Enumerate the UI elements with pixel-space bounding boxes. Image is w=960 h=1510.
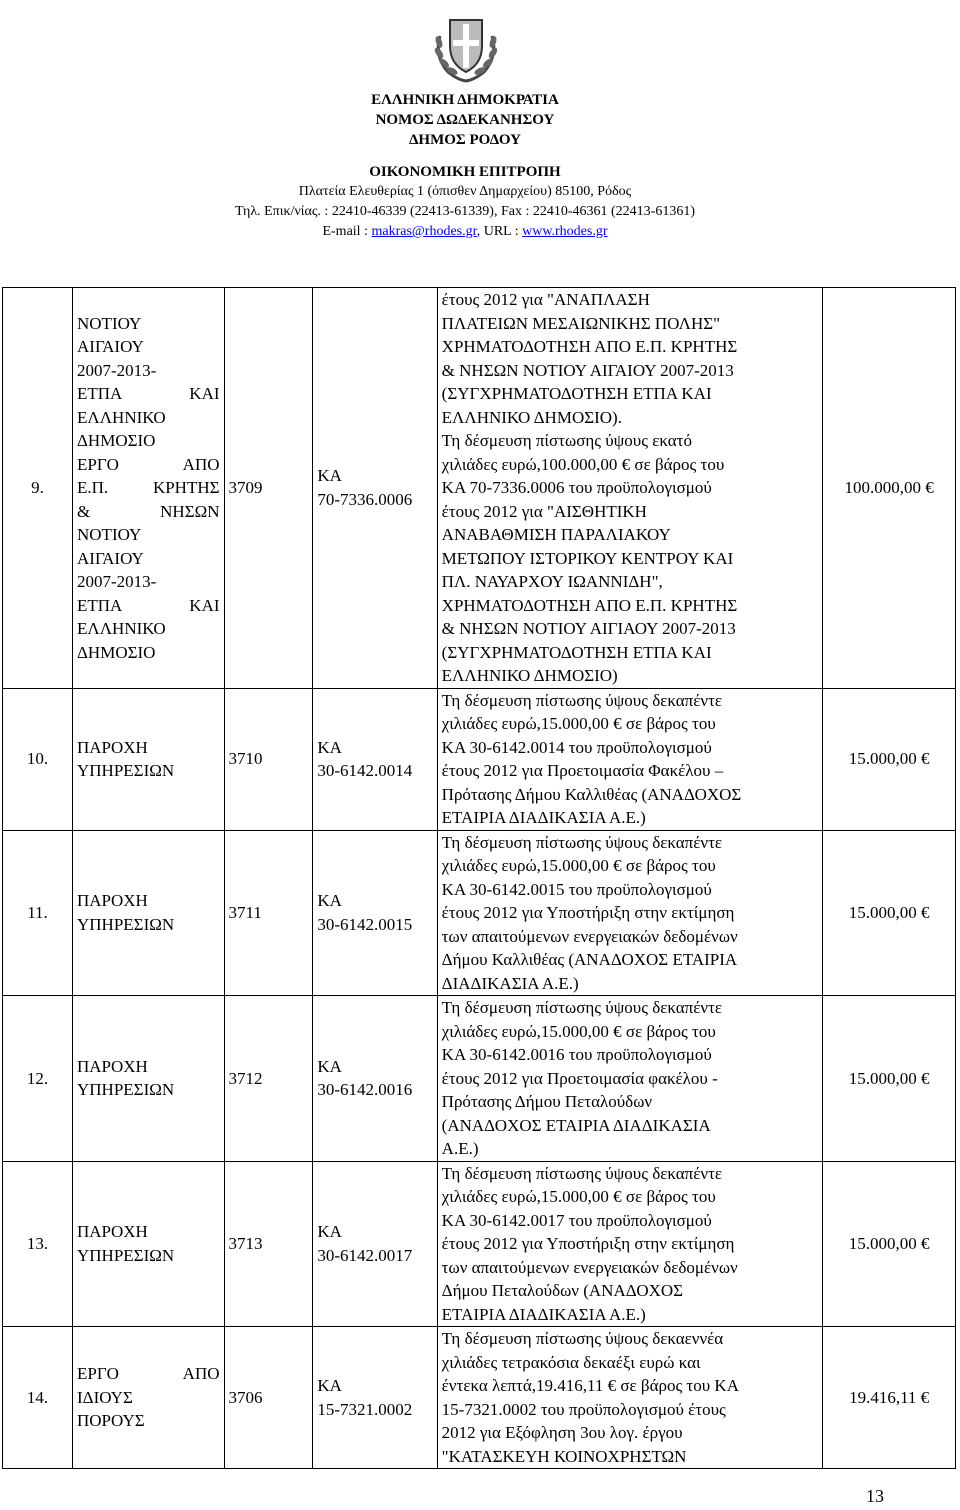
project-type-line: ΠΑΡΟΧΗ [77, 891, 148, 911]
amount-value: 100.000,00 € [844, 478, 934, 497]
description-line: ΚΑ 30-6142.0015 του προϋπολογισμού [441, 879, 712, 899]
budget-code: 15-7321.0002 [317, 1399, 413, 1419]
project-type-cell [73, 1327, 225, 1469]
description-line: (ΣΥΓΧΡΗΜΑΤΟΔΟΤΗΣΗ ΕΤΠΑ ΚΑΙ [441, 642, 712, 662]
table-row [3, 1161, 956, 1327]
description-line: ΚΑ 30-6142.0016 του προϋπολογισμού [441, 1045, 712, 1064]
budget-code-cell [313, 688, 437, 830]
row-number: 14. [26, 1387, 49, 1407]
header-phone: Τηλ. Επικ/νίας. : 22410-46339 (22413-61339), Fax : 22410-46361 (22413-61361) [234, 204, 696, 219]
budget-code-label: ΚΑ [317, 1376, 342, 1395]
commitment-code: 3706 [228, 1387, 263, 1407]
commitment-code-cell [224, 996, 313, 1162]
budget-code-label: ΚΑ [317, 1056, 342, 1076]
project-type-line: ΔΗΜΟΣΙΟ [77, 642, 156, 662]
project-type-line: ΕΡΓΟ ΑΠΟ [77, 454, 220, 474]
project-type-line: ΥΠΗΡΕΣΙΩΝ [77, 761, 175, 780]
budget-code: 30-6142.0017 [317, 1245, 413, 1265]
description-line: ΕΤΑΙΡΙΑ ΔΙΑΔΙΚΑΣΙΑ Α.Ε.) [441, 808, 646, 827]
commitment-code-cell [224, 1161, 313, 1327]
description-line: Δήμου Καλλιθέας (ΑΝΑΔΟΧΟΣ ΕΤΑΙΡΙΑ [441, 950, 738, 969]
page-number: 13 [866, 1486, 884, 1506]
description-cell [437, 1327, 823, 1469]
description-line: έτους 2012 για Υποστήριξη στην εκτίμηση [441, 903, 735, 922]
description-line: Α.Ε.) [441, 1139, 479, 1158]
project-type-line: ΥΠΗΡΕΣΙΩΝ [77, 1245, 175, 1265]
row-number: 13. [26, 1234, 49, 1253]
amount-cell [823, 1161, 956, 1327]
table-body [3, 288, 956, 1469]
row-number: 11. [27, 903, 48, 922]
project-type-line: ΠΑΡΟΧΗ [77, 1222, 148, 1242]
row-number: 9. [31, 478, 44, 497]
amount-value: 15.000,00 € [848, 1234, 930, 1253]
description-line: (ΣΥΓΧΡΗΜΑΤΟΔΟΤΗΣΗ ΕΤΠΑ ΚΑΙ [441, 384, 712, 403]
description-line: Τη δέσμευση πίστωσης ύψους δεκαεννέα [441, 1329, 724, 1348]
amount-cell [823, 830, 956, 996]
project-type-line: ΥΠΗΡΕΣΙΩΝ [77, 1080, 175, 1100]
description-line: χιλιάδες τετρακόσια δεκαέξι ευρώ και [441, 1352, 701, 1372]
project-type-cell [73, 688, 225, 830]
url-link[interactable]: www.rhodes.gr [522, 224, 608, 239]
budget-code: 70-7336.0006 [317, 489, 413, 509]
header-municipality: ΔΗΜΟΣ ΡΟΔΟΥ [409, 132, 521, 148]
amount-value: 15.000,00 € [848, 1068, 930, 1088]
header-address: Πλατεία Ελευθερίας 1 (όπισθεν Δημαρχείου) 85100, Ρόδος [298, 184, 632, 199]
description-cell [437, 830, 823, 996]
description-cell [437, 688, 823, 830]
description-line: έτους 2012 για Υποστήριξη στην εκτίμηση [441, 1234, 735, 1253]
project-type-line: ΠΑΡΟΧΗ [77, 1056, 148, 1076]
project-type-line: ΕΛΛΗΝΙΚΟ [77, 619, 166, 638]
project-type-line: ΙΔΙΟΥΣ [77, 1387, 133, 1407]
row-number-cell [3, 288, 73, 689]
description-line: ΕΛΛΗΝΙΚΟ ΔΗΜΟΣΙΟ) [441, 666, 618, 685]
description-line: ΚΑ 30-6142.0014 του προϋπολογισμού [441, 737, 712, 757]
header-contact [0, 222, 930, 242]
row-number-cell [3, 1327, 73, 1469]
amount-cell [823, 288, 956, 689]
description-line: ΔΙΑΔΙΚΑΣΙΑ Α.Ε.) [441, 973, 579, 993]
description-line: 2012 για Εξόφληση 3ου λογ. έργου [441, 1423, 683, 1442]
description-line: χιλιάδες ευρώ,15.000,00 € σε βάρος του [441, 1021, 716, 1041]
description-line: χιλιάδες ευρώ,15.000,00 € σε βάρος του [441, 1187, 716, 1206]
commitment-code: 3713 [228, 1234, 263, 1253]
header-prefecture: ΝΟΜΟΣ ΔΩΔΕΚΑΝΗΣΟΥ [375, 112, 555, 128]
description-line: των απαιτούμενων ενεργειακών δεδομένων [441, 926, 738, 946]
description-line: & ΝΗΣΩΝ ΝΟΤΙΟΥ ΑΙΓΑΙΟΥ 2007-2013 [441, 360, 734, 380]
commitment-code: 3712 [228, 1068, 263, 1088]
budget-code-cell [313, 1161, 437, 1327]
description-line: (ΑΝΑΔΟΧΟΣ ΕΤΑΙΡΙΑ ΔΙΑΔΙΚΑΣΙΑ [441, 1115, 711, 1135]
project-type-line: ΕΤΠΑ ΚΑΙ [77, 595, 220, 615]
description-line: ΚΑ 30-6142.0017 του προϋπολογισμού [441, 1210, 712, 1230]
url-label: , URL : [476, 224, 523, 239]
budget-code: 30-6142.0016 [317, 1080, 413, 1100]
budget-code-cell [313, 830, 437, 996]
description-cell [437, 996, 823, 1162]
coat-of-arms-emblem [426, 6, 506, 86]
amount-cell [823, 688, 956, 830]
commitment-code-cell [224, 288, 313, 689]
row-number-cell [3, 1161, 73, 1327]
row-number-cell [3, 830, 73, 996]
amount-cell [823, 1327, 956, 1469]
description-line: Τη δέσμευση πίστωσης ύψους δεκαπέντε [441, 1163, 723, 1183]
project-type-line: ΝΟΤΙΟΥ [77, 525, 142, 544]
table-row [3, 688, 956, 830]
description-line: ΠΛ. ΝΑΥΑΡΧΟΥ ΙΩΑΝΝΙΔΗ", [441, 572, 663, 591]
commitment-code: 3709 [228, 478, 263, 497]
commitment-code: 3711 [228, 903, 262, 922]
description-line: έτους 2012 για "ΑΙΣΘΗΤΙΚΗ [441, 501, 647, 521]
header-country: ΕΛΛΗΝΙΚΗ ΔΗΜΟΚΡΑΤΙΑ [371, 92, 559, 108]
budget-code-label: ΚΑ [317, 737, 342, 757]
project-type-cell [73, 1161, 225, 1327]
project-type-line: ΕΤΠΑ ΚΑΙ [77, 384, 220, 403]
project-type-line: ΕΡΓΟ ΑΠΟ [77, 1364, 220, 1384]
amount-value: 15.000,00 € [848, 903, 930, 922]
budget-code-label: ΚΑ [317, 1222, 342, 1242]
project-type-line: ΥΠΗΡΕΣΙΩΝ [77, 914, 175, 934]
project-type-line: ΑΙΓΑΙΟΥ [77, 548, 144, 568]
row-number: 10. [26, 749, 49, 769]
description-line: & ΝΗΣΩΝ ΝΟΤΙΟΥ ΑΙΓΙΑΟΥ 2007-2013 [441, 619, 736, 638]
description-line: ΕΤΑΙΡΙΑ ΔΙΑΔΙΚΑΣΙΑ Α.Ε.) [441, 1304, 646, 1324]
description-cell [437, 288, 823, 689]
description-line: χιλιάδες ευρώ,15.000,00 € σε βάρος του [441, 856, 716, 875]
description-line: ΧΡΗΜΑΤΟΔΟΤΗΣΗ ΑΠΟ Ε.Π. ΚΡΗΤΗΣ [441, 337, 738, 356]
description-line: Τη δέσμευση πίστωσης ύψους δεκαπέντε [441, 998, 723, 1017]
project-type-line: 2007-2013- [77, 360, 157, 380]
row-number: 12. [26, 1068, 49, 1088]
project-type-line: ΠΑΡΟΧΗ [77, 737, 148, 757]
project-type-line: 2007-2013- [77, 572, 157, 591]
commitment-code: 3710 [228, 749, 263, 769]
project-type-line: ΠΟΡΟΥΣ [77, 1411, 145, 1431]
description-line: Πρότασης Δήμου Καλλιθέας (ΑΝΑΔΟΧΟΣ [441, 784, 742, 804]
description-line: χιλιάδες ευρώ,15.000,00 € σε βάρος του [441, 714, 716, 733]
table-row [3, 996, 956, 1162]
amount-value: 19.416,11 € [849, 1387, 930, 1407]
description-cell [437, 1161, 823, 1327]
project-type-cell [73, 830, 225, 996]
table-row [3, 288, 956, 689]
email-link[interactable]: makras@rhodes.gr [371, 224, 477, 239]
description-line: ΜΕΤΩΠΟΥ ΙΣΤΟΡΙΚΟΥ ΚΕΝΤΡΟΥ ΚΑΙ [441, 548, 734, 568]
description-line: έντεκα λεπτά,19.416,11 € σε βάρος του ΚΑ [441, 1376, 739, 1395]
description-line: χιλιάδες ευρώ,100.000,00 € σε βάρος του [441, 454, 725, 474]
budget-code-label: ΚΑ [317, 891, 342, 911]
project-type-line: & ΝΗΣΩΝ [77, 501, 220, 521]
commitment-code-cell [224, 830, 313, 996]
amount-cell [823, 996, 956, 1162]
commitments-table [2, 287, 956, 1469]
description-line: ΠΛΑΤΕΙΩΝ ΜΕΣΑΙΩΝΙΚΗΣ ΠΟΛΗΣ" [441, 313, 721, 333]
budget-code-cell [313, 288, 437, 689]
description-line: έτους 2012 για Προετοιμασία φακέλου - [441, 1068, 718, 1088]
project-type-cell [73, 288, 225, 689]
project-type-line: ΝΟΤΙΟΥ [77, 313, 142, 333]
amount-value: 15.000,00 € [848, 749, 930, 769]
row-number-cell [3, 996, 73, 1162]
commitment-code-cell [224, 1327, 313, 1469]
budget-code-label: ΚΑ [317, 466, 342, 486]
description-line: Πρότασης Δήμου Πεταλούδων [441, 1092, 653, 1111]
description-line: ΚΑ 70-7336.0006 του προϋπολογισμού [441, 478, 712, 497]
email-label: E-mail : [322, 224, 372, 239]
commitment-code-cell [224, 688, 313, 830]
description-line: 15-7321.0002 του προϋπολογισμού έτους [441, 1399, 726, 1419]
row-number-cell [3, 688, 73, 830]
description-line: έτους 2012 για Προετοιμασία Φακέλου – [441, 761, 724, 780]
description-line: Δήμου Πεταλούδων (ΑΝΑΔΟΧΟΣ [441, 1281, 684, 1300]
description-line: Τη δέσμευση πίστωσης ύψους δεκαπέντε [441, 690, 723, 710]
table-row [3, 830, 956, 996]
budget-code-cell [313, 996, 437, 1162]
description-line: ΧΡΗΜΑΤΟΔΟΤΗΣΗ ΑΠΟ Ε.Π. ΚΡΗΤΗΣ [441, 595, 738, 615]
table-row [3, 1327, 956, 1469]
description-line: των απαιτούμενων ενεργειακών δεδομένων [441, 1257, 738, 1277]
budget-code: 30-6142.0014 [317, 761, 413, 780]
budget-code: 30-6142.0015 [317, 914, 413, 934]
project-type-cell [73, 996, 225, 1162]
description-line: Τη δέσμευση πίστωσης ύψους δεκαπέντε [441, 832, 723, 852]
description-line: έτους 2012 για "ΑΝΑΠΛΑΣΗ [441, 290, 650, 309]
budget-code-cell [313, 1327, 437, 1469]
project-type-line: ΔΗΜΟΣΙΟ [77, 431, 156, 450]
project-type-line: Ε.Π. ΚΡΗΤΗΣ [77, 478, 220, 497]
project-type-line: ΑΙΓΑΙΟΥ [77, 337, 144, 356]
project-type-line: ΕΛΛΗΝΙΚΟ [77, 407, 166, 427]
description-line: "ΚΑΤΑΣΚΕΥΗ ΚΟΙΝΟΧΡΗΣΤΩΝ [441, 1446, 687, 1466]
header-committee: ΟΙΚΟΝΟΜΙΚΗ ΕΠΙΤΡΟΠΗ [369, 164, 561, 180]
description-line: Τη δέσμευση πίστωσης ύψους εκατό [441, 431, 692, 450]
description-line: ΑΝΑΒΑΘΜΙΣΗ ΠΑΡΑΛΙΑΚΟΥ [441, 525, 671, 544]
description-line: ΕΛΛΗΝΙΚΟ ΔΗΜΟΣΙΟ). [441, 407, 622, 427]
